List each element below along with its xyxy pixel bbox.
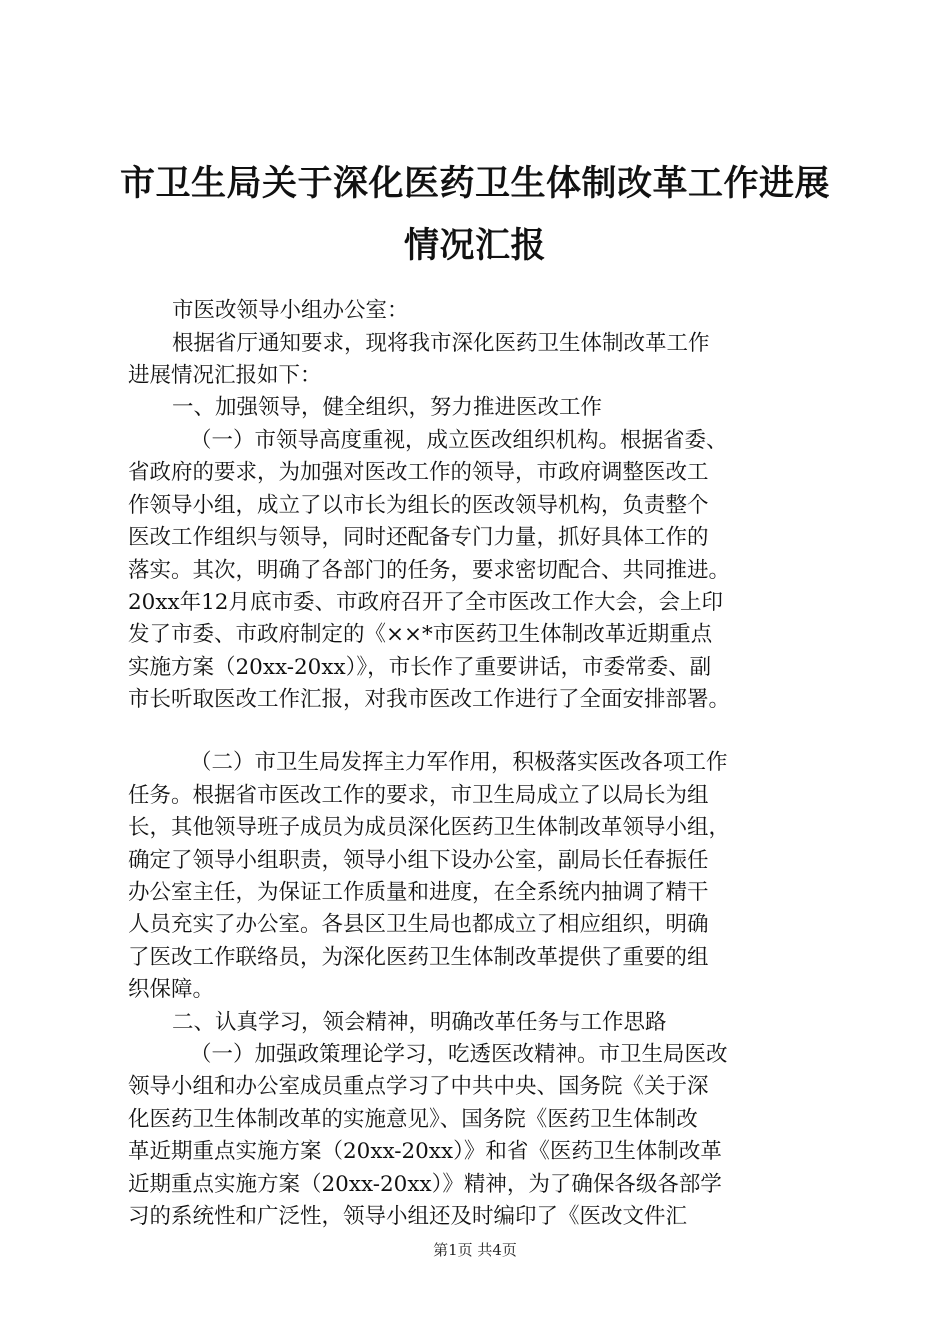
- document-title-line-2: 情况汇报: [403, 225, 546, 266]
- section-heading-2: 二、认真学习，领会精神，明确改革任务与工作思路: [172, 1010, 667, 1035]
- body-line: 任务。根据省市医改工作的要求，市卫生局成立了以局长为组: [128, 783, 709, 808]
- body-line: 领导小组和办公室成员重点学习了中共中央、国务院《关于深: [128, 1074, 709, 1099]
- body-line: （一）市领导高度重视，成立医改组织机构。根据省委、: [190, 428, 728, 453]
- salutation: 市医改领导小组办公室：: [172, 298, 409, 323]
- body-line: 省政府的要求，为加强对医改工作的领导，市政府调整医改工: [128, 460, 709, 485]
- body-line: 发了市委、市政府制定的《××*市医药卫生体制改革近期重点: [128, 622, 713, 647]
- body-line: 实施方案（20xx-20xx）》，市长作了重要讲话，市委常委、副: [128, 655, 712, 680]
- document-title-line-1: 市卫生局关于深化医药卫生体制改革工作进展: [119, 163, 830, 204]
- body-line: 近期重点实施方案（20xx-20xx）》精神，为了确保各级各部学: [128, 1172, 722, 1197]
- body-line: 落实。其次，明确了各部门的任务，要求密切配合、共同推进。: [128, 558, 731, 583]
- body-line: 20xx年12月底市委、市政府召开了全市医改工作大会，会上印: [128, 590, 723, 615]
- body-line: 革近期重点实施方案（20xx-20xx）》和省《医药卫生体制改革: [128, 1139, 722, 1164]
- body-line: （一）加强政策理论学习，吃透医改精神。市卫生局医改: [190, 1042, 728, 1067]
- body-line: 确定了领导小组职责，领导小组下设办公室，副局长任春振任: [128, 848, 709, 873]
- body-line: （二）市卫生局发挥主力军作用，积极落实医改各项工作: [190, 750, 728, 775]
- page-number-footer: 第1页 共4页: [433, 1241, 517, 1259]
- body-line: 化医药卫生体制改革的实施意见》、国务院《医药卫生体制改: [128, 1107, 698, 1132]
- body-line: 长，其他领导班子成员为成员深化医药卫生体制改革领导小组，: [128, 815, 731, 840]
- body-line: 织保障。: [128, 977, 215, 1002]
- body-line: 作领导小组，成立了以市长为组长的医改领导机构，负责整个: [128, 493, 709, 518]
- body-line: 了医改工作联络员，为深化医药卫生体制改革提供了重要的组: [128, 945, 709, 970]
- body-line: 人员充实了办公室。各县区卫生局也都成立了相应组织，明确: [128, 912, 709, 937]
- body-line: 进展情况汇报如下：: [128, 363, 322, 388]
- body-line: 根据省厅通知要求，现将我市深化医药卫生体制改革工作: [172, 331, 710, 356]
- body-line: 医改工作组织与领导，同时还配备专门力量，抓好具体工作的: [128, 525, 709, 550]
- section-heading-1: 一、加强领导，健全组织，努力推进医改工作: [172, 395, 603, 420]
- body-line: 习的系统性和广泛性，领导小组还及时编印了《医改文件汇: [128, 1204, 688, 1229]
- body-line: 办公室主任，为保证工作质量和进度，在全系统内抽调了精干: [128, 880, 709, 905]
- body-line: 市长听取医改工作汇报，对我市医改工作进行了全面安排部署。: [128, 687, 731, 712]
